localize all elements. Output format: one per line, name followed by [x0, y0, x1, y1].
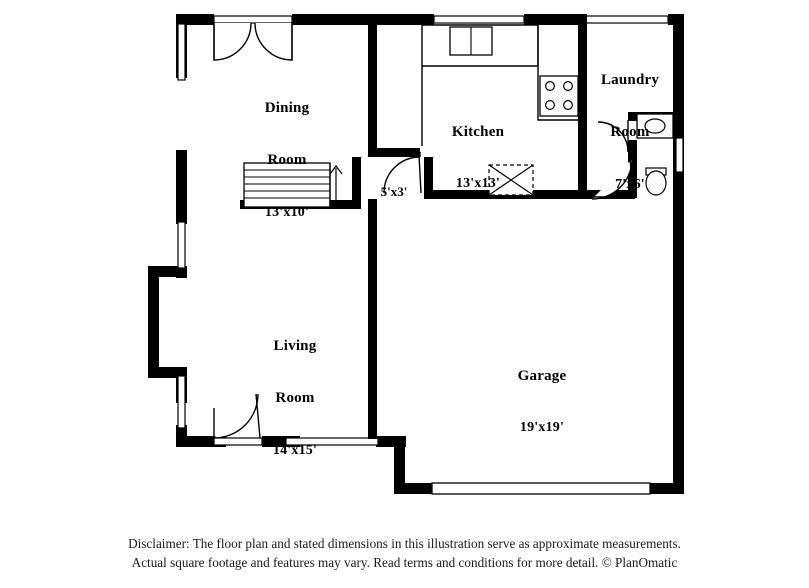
room-dims-living: 14'x15' [272, 443, 318, 459]
sink-fixture [637, 114, 673, 138]
room-dims-kitchen: 13'x13' [455, 176, 501, 192]
room-name-living-2: Room [275, 390, 315, 407]
room-dims-closet: 5'x3' [380, 184, 408, 199]
sink-fixture [450, 27, 492, 55]
staircase [244, 163, 342, 207]
closet-storage [489, 165, 533, 195]
room-name-kitchen: Kitchen [451, 123, 505, 140]
room-name-laundry-2: Room [610, 124, 650, 141]
room-name-dining-2: Room [267, 152, 307, 169]
floor-area [176, 14, 684, 494]
toilet-fixture [646, 168, 666, 195]
room-name-garage: Garage [517, 367, 567, 384]
room-dims-garage: 19'x19' [519, 420, 565, 436]
range-fixture [540, 76, 578, 116]
disclaimer-line-1: Disclaimer: The floor plan and stated dimensions in this illustration serve as approximate measurements. [128, 535, 681, 551]
disclaimer-line-2: Actual square footage and features may vary. Read terms and conditions for more detail. © PlanOmatic [131, 554, 678, 570]
room-name-living: Living [273, 337, 317, 354]
disclaimer-text [0, 534, 809, 572]
room-name-dining: Dining [264, 99, 310, 116]
room-dims-dining: 13'x10' [264, 205, 310, 221]
room-dims-laundry: 7'x6' [615, 177, 645, 193]
room-name-laundry: Laundry [600, 71, 660, 88]
